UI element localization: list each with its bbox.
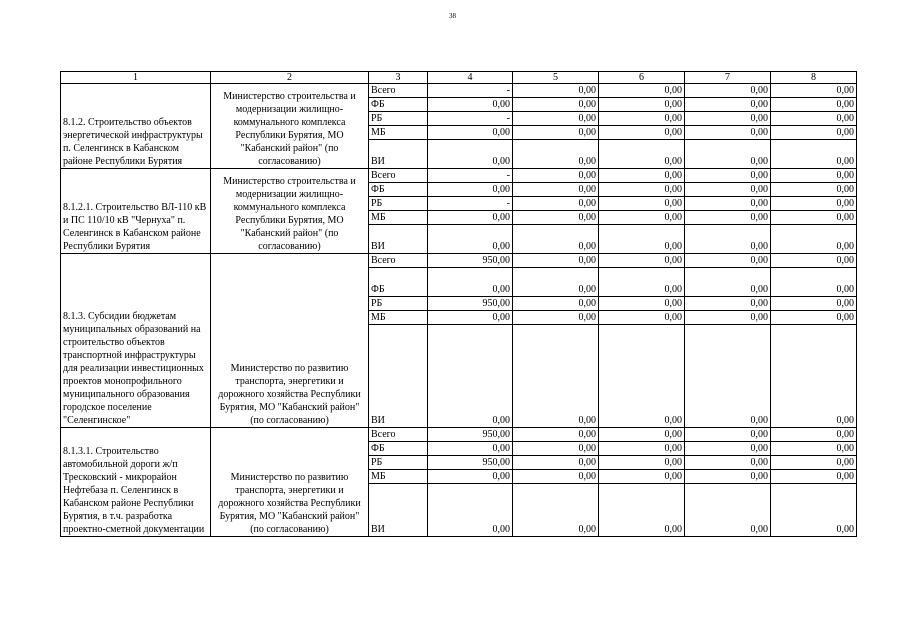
amount-cell: 0,00	[685, 268, 771, 297]
amount-cell: 0,00	[771, 325, 857, 428]
table-row	[61, 169, 857, 183]
funding-source: ФБ	[369, 98, 428, 112]
amount-cell: 0,00	[685, 442, 771, 456]
header-col-8: 8	[771, 72, 857, 84]
amount-cell: 0,00	[771, 225, 857, 254]
amount-cell: 0,00	[428, 183, 513, 197]
amount-cell: 0,00	[428, 311, 513, 325]
amount-cell: 0,00	[685, 297, 771, 311]
funding-source: ФБ	[369, 183, 428, 197]
amount-cell: 0,00	[685, 126, 771, 140]
amount-cell: 0,00	[771, 183, 857, 197]
header-col-4: 4	[428, 72, 513, 84]
amount-cell: 0,00	[513, 225, 599, 254]
amount-cell: 0,00	[513, 126, 599, 140]
amount-cell: 0,00	[513, 268, 599, 297]
funding-source: ФБ	[369, 442, 428, 456]
amount-cell: 0,00	[513, 84, 599, 98]
amount-cell: 0,00	[771, 268, 857, 297]
amount-cell: 0,00	[599, 325, 685, 428]
amount-cell: 0,00	[771, 456, 857, 470]
amount-cell: 0,00	[685, 325, 771, 428]
amount-cell: -	[428, 112, 513, 126]
amount-cell: 0,00	[513, 197, 599, 211]
amount-cell: 0,00	[513, 470, 599, 484]
amount-cell: 0,00	[771, 428, 857, 442]
header-col-1: 1	[61, 72, 211, 84]
amount-cell: 0,00	[599, 140, 685, 169]
amount-cell: 950,00	[428, 428, 513, 442]
amount-cell: 0,00	[685, 84, 771, 98]
amount-cell: 0,00	[771, 311, 857, 325]
amount-cell: 0,00	[771, 169, 857, 183]
amount-cell: 0,00	[599, 211, 685, 225]
amount-cell: 0,00	[771, 470, 857, 484]
table-row	[61, 254, 857, 268]
amount-cell: 0,00	[428, 140, 513, 169]
amount-cell: 0,00	[599, 428, 685, 442]
amount-cell: 0,00	[771, 140, 857, 169]
amount-cell: 0,00	[685, 311, 771, 325]
amount-cell: 0,00	[513, 297, 599, 311]
amount-cell: 950,00	[428, 297, 513, 311]
amount-cell: 0,00	[685, 470, 771, 484]
amount-cell: 0,00	[685, 197, 771, 211]
funding-source: МБ	[369, 211, 428, 225]
funding-source: ВИ	[369, 140, 428, 169]
amount-cell: -	[428, 169, 513, 183]
amount-cell: 0,00	[599, 254, 685, 268]
amount-cell: 0,00	[771, 197, 857, 211]
amount-cell: 0,00	[599, 126, 685, 140]
amount-cell: 0,00	[685, 254, 771, 268]
amount-cell: 0,00	[685, 169, 771, 183]
measure-name: 8.1.3. Субсидии бюджетам муниципальных образований на строительство объектов транспортной инфраструктуры для реализации инвестиционных проектов монопрофильного муниципального образования городское поселение "Селенгинское"	[61, 254, 211, 428]
funding-source: Всего	[369, 428, 428, 442]
amount-cell: 0,00	[599, 297, 685, 311]
measure-name: 8.1.2.1. Строительство ВЛ-110 кВ и ПС 110/10 кВ "Чернуха" п. Селенгинск в Кабанском районе Республики Бурятия	[61, 169, 211, 254]
amount-cell: 0,00	[771, 84, 857, 98]
amount-cell: 0,00	[599, 197, 685, 211]
funding-source: ВИ	[369, 484, 428, 537]
amount-cell: 0,00	[428, 126, 513, 140]
amount-cell: 0,00	[685, 484, 771, 537]
header-col-7: 7	[685, 72, 771, 84]
funding-source: РБ	[369, 112, 428, 126]
funding-source: РБ	[369, 197, 428, 211]
amount-cell: 0,00	[599, 183, 685, 197]
amount-cell: 0,00	[771, 442, 857, 456]
amount-cell: 0,00	[771, 112, 857, 126]
header-col-3: 3	[369, 72, 428, 84]
amount-cell: 0,00	[599, 456, 685, 470]
funding-source: МБ	[369, 311, 428, 325]
funding-source: ФБ	[369, 268, 428, 297]
responsible-executor: Министерство по развитию транспорта, энергетики и дорожного хозяйства Республики Бурятия, МО "Кабанский район" (по согласованию)	[211, 428, 369, 537]
funding-source: РБ	[369, 456, 428, 470]
amount-cell: 0,00	[599, 311, 685, 325]
amount-cell: 0,00	[771, 126, 857, 140]
amount-cell: 0,00	[513, 311, 599, 325]
amount-cell: 0,00	[685, 183, 771, 197]
amount-cell: 0,00	[513, 428, 599, 442]
amount-cell: 0,00	[599, 484, 685, 537]
amount-cell: 0,00	[428, 470, 513, 484]
amount-cell: 0,00	[599, 169, 685, 183]
amount-cell: 0,00	[599, 442, 685, 456]
amount-cell: 0,00	[685, 140, 771, 169]
amount-cell: 0,00	[599, 98, 685, 112]
amount-cell: 0,00	[428, 484, 513, 537]
amount-cell: 0,00	[513, 169, 599, 183]
funding-source: РБ	[369, 297, 428, 311]
amount-cell: 0,00	[599, 225, 685, 254]
amount-cell: 0,00	[599, 84, 685, 98]
amount-cell: 0,00	[513, 456, 599, 470]
header-col-6: 6	[599, 72, 685, 84]
amount-cell: 0,00	[771, 297, 857, 311]
amount-cell: 0,00	[428, 211, 513, 225]
responsible-executor: Министерство по развитию транспорта, энергетики и дорожного хозяйства Республики Бурятия, МО "Кабанский район" (по согласованию)	[211, 254, 369, 428]
table-row	[61, 428, 857, 442]
header-row	[61, 72, 857, 84]
measure-name: 8.1.2. Строительство объектов энергетической инфраструктуры п. Селенгинск в Кабанском районе Республики Бурятия	[61, 84, 211, 169]
amount-cell: 0,00	[513, 254, 599, 268]
amount-cell: 950,00	[428, 254, 513, 268]
amount-cell: 0,00	[513, 484, 599, 537]
amount-cell: 0,00	[513, 98, 599, 112]
amount-cell: 0,00	[599, 470, 685, 484]
amount-cell: 0,00	[428, 268, 513, 297]
budget-table	[60, 71, 857, 537]
amount-cell: 0,00	[428, 442, 513, 456]
responsible-executor: Министерство строительства и модернизации жилищно-коммунального комплекса Республики Бурятия, МО "Кабанский район" (по согласованию)	[211, 84, 369, 169]
amount-cell: 0,00	[771, 211, 857, 225]
amount-cell: 0,00	[513, 140, 599, 169]
amount-cell: 0,00	[513, 211, 599, 225]
amount-cell: 0,00	[685, 428, 771, 442]
amount-cell: 0,00	[771, 254, 857, 268]
funding-source: МБ	[369, 470, 428, 484]
amount-cell: 0,00	[428, 325, 513, 428]
amount-cell: 0,00	[513, 112, 599, 126]
funding-source: Всего	[369, 169, 428, 183]
amount-cell: 0,00	[685, 112, 771, 126]
amount-cell: 0,00	[771, 98, 857, 112]
amount-cell: 0,00	[599, 268, 685, 297]
page-number: 38	[449, 12, 456, 20]
funding-source: ВИ	[369, 225, 428, 254]
amount-cell: 0,00	[599, 112, 685, 126]
funding-source: Всего	[369, 84, 428, 98]
amount-cell: 0,00	[513, 325, 599, 428]
measure-name: 8.1.3.1. Строительство автомобильной дороги ж/п Тресковский - микрорайон Нефтебаза п. Селенгинск в Кабанском районе Республики Бурятия, в т.ч. разработка проектно-сметной документации	[61, 428, 211, 537]
funding-source: Всего	[369, 254, 428, 268]
amount-cell: 950,00	[428, 456, 513, 470]
amount-cell: 0,00	[685, 456, 771, 470]
amount-cell: -	[428, 197, 513, 211]
responsible-executor: Министерство строительства и модернизации жилищно-коммунального комплекса Республики Бурятия, МО "Кабанский район" (по согласованию)	[211, 169, 369, 254]
amount-cell: 0,00	[685, 225, 771, 254]
amount-cell: 0,00	[513, 183, 599, 197]
amount-cell: 0,00	[428, 98, 513, 112]
header-col-5: 5	[513, 72, 599, 84]
amount-cell: 0,00	[685, 98, 771, 112]
amount-cell: 0,00	[685, 211, 771, 225]
amount-cell: 0,00	[771, 484, 857, 537]
amount-cell: -	[428, 84, 513, 98]
funding-source: ВИ	[369, 325, 428, 428]
amount-cell: 0,00	[428, 225, 513, 254]
header-col-2: 2	[211, 72, 369, 84]
amount-cell: 0,00	[513, 442, 599, 456]
funding-source: МБ	[369, 126, 428, 140]
table-row	[61, 84, 857, 98]
